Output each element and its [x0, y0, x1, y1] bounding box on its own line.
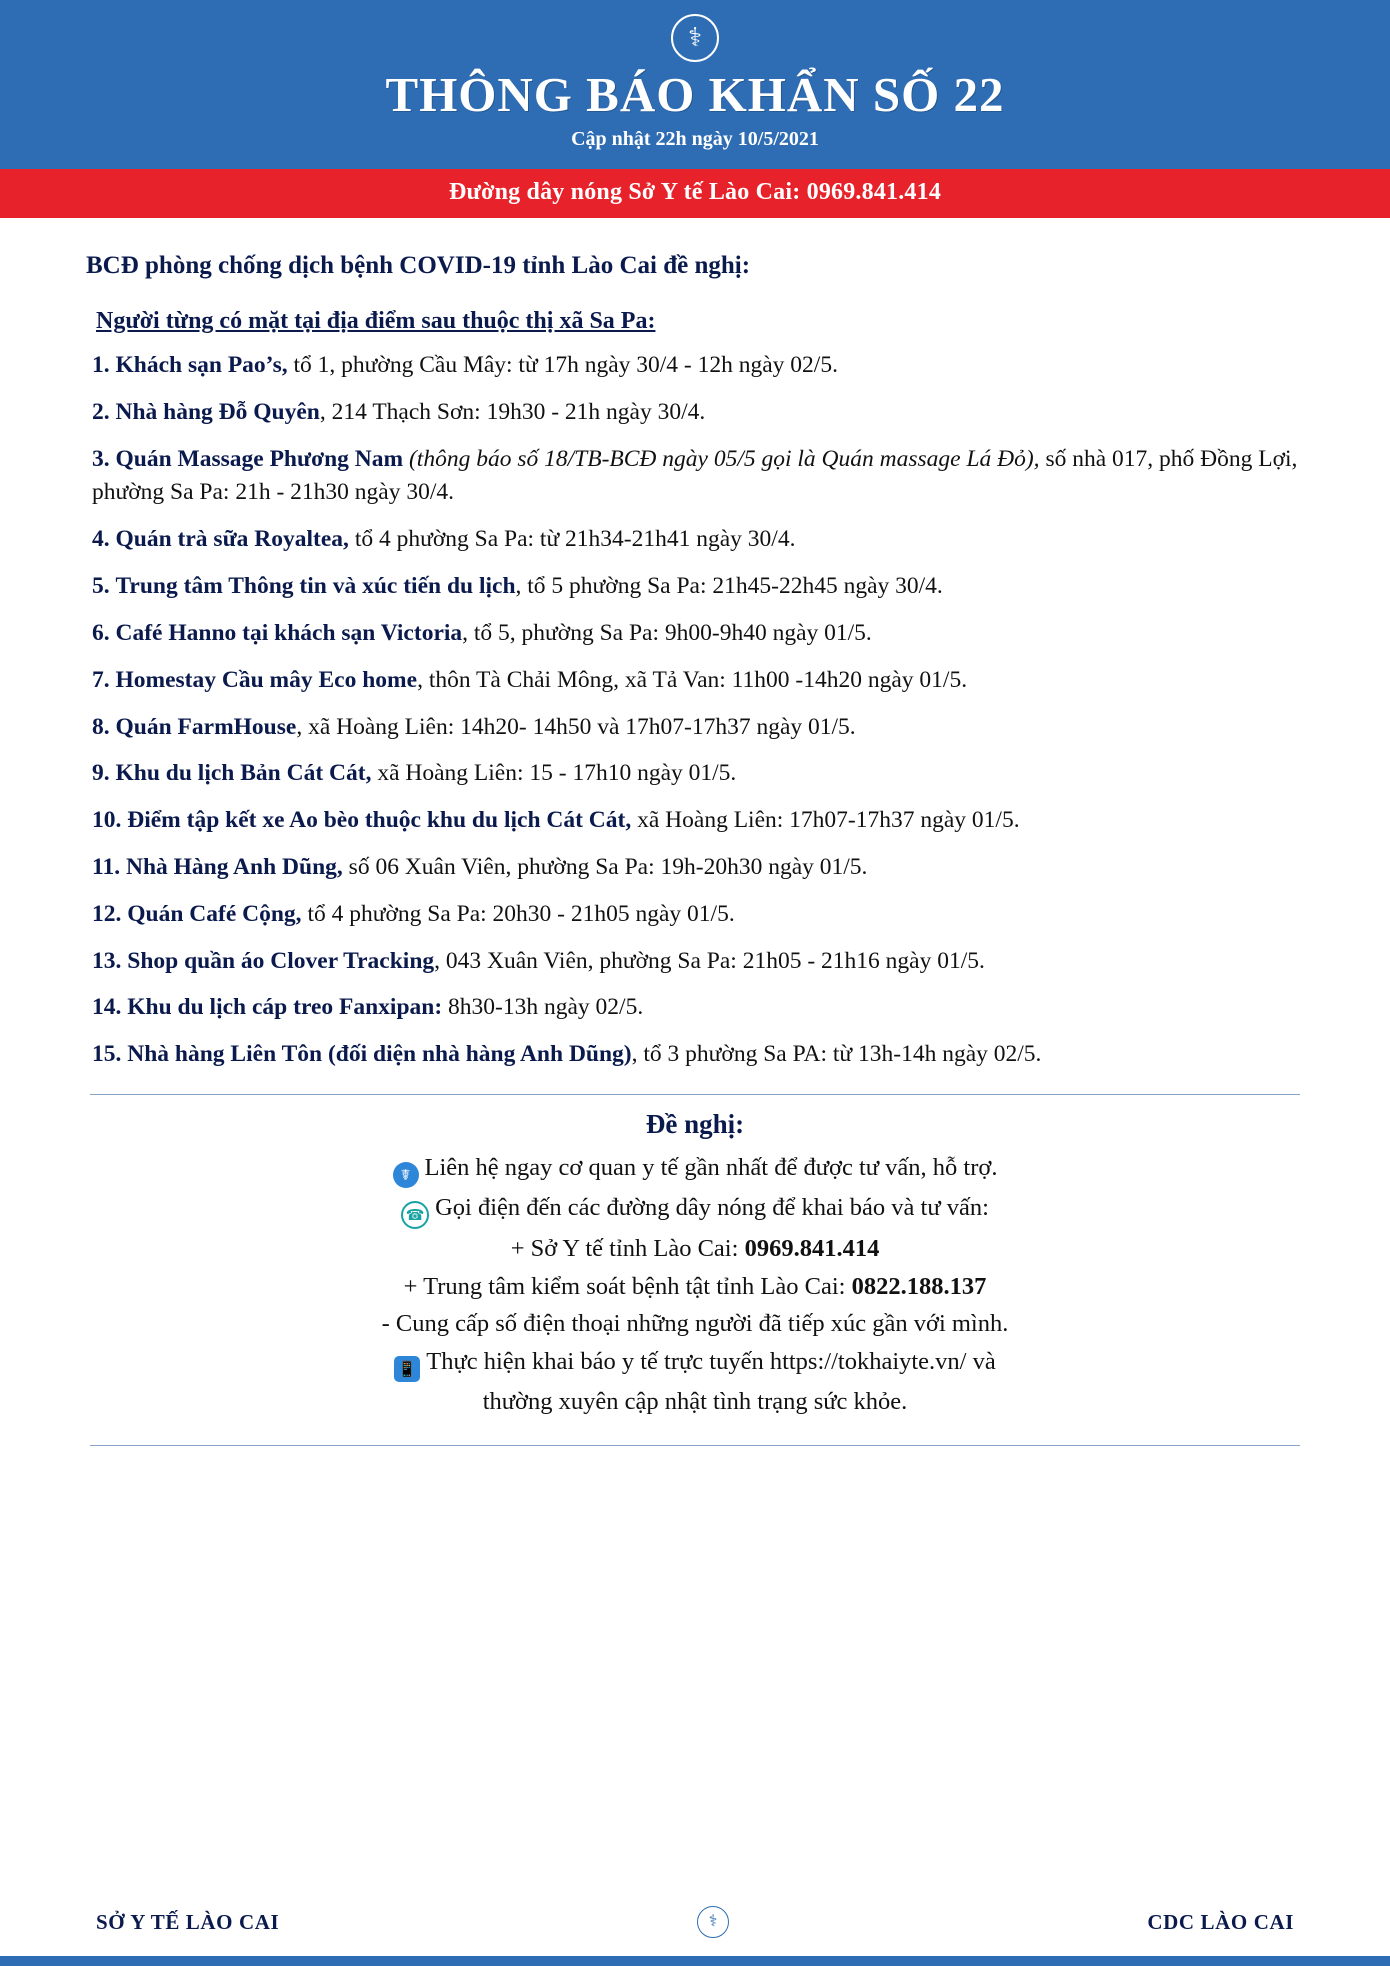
list-item-detail: số nhà 017, phố Đồng Lợi, phường Sa Pa: 21h - 21h30 ngày 30/4.: [92, 445, 1298, 506]
request-line-declare-text: Thực hiện khai báo y tế trực tuyến https://tokhaiyte.vn/ và: [426, 1347, 996, 1375]
list-item-detail: , tổ 5, phường Sa Pa: 9h00-9h40 ngày 01/5.: [462, 619, 872, 646]
caduceus-icon-footer: ⚕: [697, 1906, 729, 1938]
list-item-number: 5.: [92, 573, 110, 600]
request-line-contact-text: Liên hệ ngay cơ quan y tế gần nhất để được tư vấn, hỗ trợ.: [424, 1154, 998, 1182]
list-item: [78, 991, 1312, 1025]
list-item-detail: , tổ 5 phường Sa Pa: 21h45-22h45 ngày 30/4.: [515, 573, 943, 600]
hotline-bar: Đường dây nóng Sở Y tế Lào Cai: 0969.841.414: [0, 169, 1390, 218]
request-line-declare-cont: thường xuyên cập nhật tình trạng sức khỏe.: [482, 1387, 908, 1415]
contact-health-icon: ☤: [393, 1162, 419, 1188]
list-item: [78, 898, 1312, 932]
list-item-place-name: Nhà hàng Liên Tôn (đối diện nhà hàng Anh Dũng): [127, 1041, 632, 1068]
list-item-detail: , xã Hoàng Liên: 14h20- 14h50 và 17h07-17h37 ngày 01/5.: [296, 713, 856, 740]
list-item-detail: số 06 Xuân Viên, phường Sa Pa: 19h-20h30 ngày 01/5.: [342, 854, 868, 880]
request-line-declare: [118, 1344, 1272, 1382]
list-item-note: (thông báo số 18/TB-BCĐ ngày 05/5 gọi là Quán massage Lá Đỏ),: [403, 445, 1040, 472]
list-item-place-name: Café Hanno tại khách sạn Victoria: [115, 619, 463, 646]
list-item-number: 8.: [92, 713, 110, 740]
list-item-number: 9.: [92, 760, 110, 787]
list-item: [78, 711, 1312, 745]
list-item-detail: , 214 Thạch Sơn: 19h30 - 21h ngày 30/4.: [319, 398, 706, 425]
list-item-number: 15.: [92, 1041, 122, 1068]
list-item-detail: 8h30-13h ngày 02/5.: [442, 994, 644, 1021]
caduceus-icon: ⚕: [671, 14, 719, 62]
mobile-phone-icon: 📱: [394, 1356, 420, 1382]
list-item: [78, 349, 1312, 383]
list-item-number: 7.: [92, 666, 110, 693]
list-item: [78, 443, 1312, 511]
phone-call-icon: ☎: [401, 1201, 429, 1229]
request-line-call-text: Gọi điện đến các đường dây nóng để khai báo và tư vấn:: [435, 1194, 989, 1222]
list-item-place-name: Nhà hàng Đỗ Quyên: [115, 398, 320, 425]
document-header: [0, 0, 1390, 169]
list-item-number: 11.: [92, 854, 121, 880]
list-item-place-name: Điểm tập kết xe Ao bèo thuộc khu du lịch Cát Cát,: [127, 807, 632, 834]
request-line-contacts: - Cung cấp số điện thoại những người đã tiếp xúc gần với mình.: [381, 1310, 1009, 1338]
list-item-place-name: Trung tâm Thông tin và xúc tiến du lịch: [115, 573, 516, 600]
request-line-call: [118, 1190, 1272, 1229]
bottom-accent-bar: [0, 1956, 1390, 1966]
request-title: Đề nghị:: [645, 1109, 745, 1140]
page-title: THÔNG BÁO KHẨN SỐ 22: [385, 67, 1005, 122]
document-footer: [0, 1890, 1390, 1956]
list-item: [78, 757, 1312, 791]
list-item-place-name: Shop quần áo Clover Tracking: [127, 947, 435, 974]
list-item-place-name: Homestay Cầu mây Eco home: [115, 666, 418, 693]
list-item-detail: tổ 4 phường Sa Pa: 20h30 - 21h05 ngày 01/5.: [301, 900, 735, 927]
list-item: [78, 1038, 1312, 1072]
list-item-number: 1.: [92, 351, 110, 378]
list-item-place-name: Khách sạn Pao’s,: [115, 351, 288, 378]
list-item-number: 6.: [92, 619, 110, 646]
hotline-dohealth-label: + Sở Y tế tỉnh Lào Cai:: [510, 1235, 745, 1263]
list-item: [78, 851, 1312, 885]
list-item: [78, 523, 1312, 557]
logo-wrap: [0, 14, 1390, 62]
list-item: [78, 570, 1312, 604]
list-item-number: 10.: [92, 807, 122, 834]
list-item-detail: xã Hoàng Liên: 17h07-17h37 ngày 01/5.: [631, 807, 1020, 834]
list-item-number: 4.: [92, 526, 110, 553]
list-item-detail: , 043 Xuân Viên, phường Sa Pa: 21h05 - 21h16 ngày 01/5.: [434, 947, 985, 974]
list-item: [78, 945, 1312, 979]
request-line-hotline-cdc: [118, 1269, 1272, 1305]
list-item-place-name: Quán trà sữa Royaltea,: [115, 526, 349, 553]
list-item-number: 2.: [92, 398, 110, 425]
footer-left-label: SỞ Y TẾ LÀO CAI: [96, 1909, 280, 1934]
list-item: [78, 617, 1312, 651]
list-item-detail: tổ 4 phường Sa Pa: từ 21h34-21h41 ngày 30/4.: [348, 526, 796, 553]
list-item-place-name: Quán Café Cộng,: [127, 900, 302, 927]
list-item-detail: tổ 1, phường Cầu Mây: từ 17h ngày 30/4 - 12h ngày 02/5.: [287, 351, 838, 378]
list-item-detail: , thôn Tà Chải Mông, xã Tả Van: 11h00 -14h20 ngày 01/5.: [417, 666, 968, 693]
list-item-place-name: Khu du lịch cáp treo Fanxipan:: [127, 994, 443, 1021]
list-item: [78, 804, 1312, 838]
list-item-detail: , tổ 3 phường Sa PA: từ 13h-14h ngày 02/5.: [631, 1041, 1042, 1068]
divider: [90, 1094, 1300, 1095]
list-item-place-name: Quán Massage Phương Nam: [115, 445, 404, 472]
places-list: [78, 349, 1312, 1072]
footer-rule: [90, 1445, 1300, 1446]
request-line-hotline-dohealth: [118, 1231, 1272, 1267]
hotline-cdc-label: + Trung tâm kiểm soát bệnh tật tỉnh Lào Cai:: [403, 1272, 852, 1300]
hotline-dohealth-number: 0969.841.414: [744, 1235, 880, 1263]
hotline-cdc-number: 0822.188.137: [851, 1272, 987, 1300]
list-item-place-name: Khu du lịch Bản Cát Cát,: [115, 760, 372, 787]
document-body: [0, 218, 1390, 1890]
list-item: [78, 396, 1312, 430]
list-item-number: 14.: [92, 994, 122, 1021]
list-item-number: 3.: [92, 445, 110, 472]
list-item-number: 13.: [92, 947, 122, 974]
list-item-detail: xã Hoàng Liên: 15 - 17h10 ngày 01/5.: [371, 760, 737, 787]
list-item: [78, 664, 1312, 698]
request-block: [78, 1109, 1312, 1427]
list-item-place-name: Nhà Hàng Anh Dũng,: [125, 854, 343, 880]
list-item-number: 12.: [92, 900, 122, 927]
footer-right-label: CDC LÀO CAI: [1147, 1909, 1294, 1934]
updated-timestamp: Cập nhật 22h ngày 10/5/2021: [571, 127, 819, 150]
request-line-contact: [118, 1150, 1272, 1188]
intro-text: BCĐ phòng chống dịch bệnh COVID-19 tỉnh Lào Cai đề nghị:: [86, 251, 751, 279]
list-item-place-name: Quán FarmHouse: [115, 713, 297, 740]
section-heading: Người từng có mặt tại địa điểm sau thuộc thị xã Sa Pa:: [96, 307, 656, 334]
